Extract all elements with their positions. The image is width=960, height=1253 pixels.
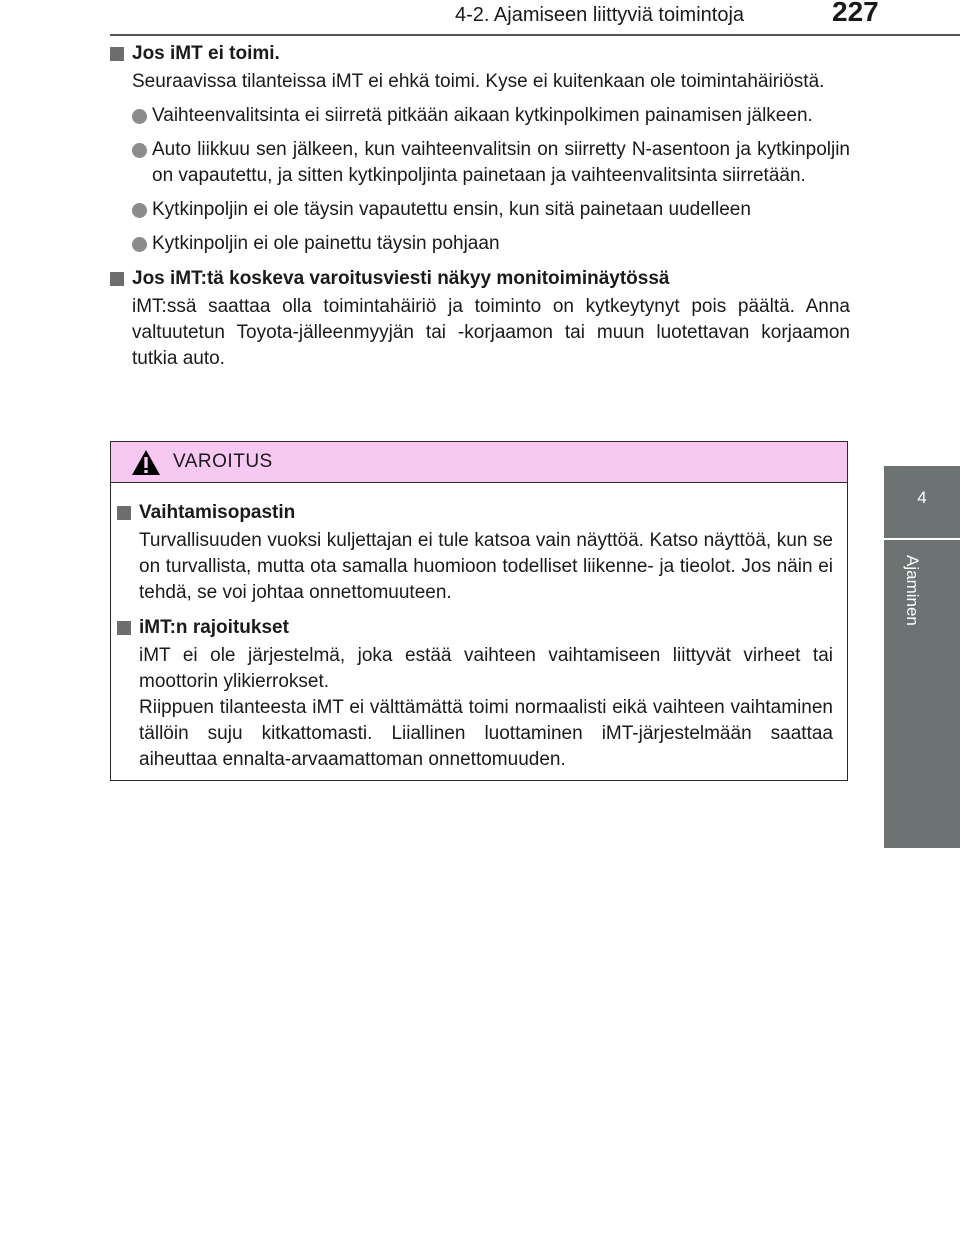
chapter-side-tab <box>884 466 960 848</box>
warning-section-heading-text: Vaihtamisopastin <box>139 502 296 523</box>
warning-title: VAROITUS <box>173 451 273 472</box>
chapter-label: Ajaminen <box>903 555 922 626</box>
list-item-text: Kytkinpoljin ei ole täysin vapautettu ensin, kun sitä painetaan uudelleen <box>152 199 751 220</box>
warning-paragraph: Riippuen tilanteesta iMT ei välttämättä toimi normaalisti eikä vaihteen vaihtaminen tällöin suju kitkattomasti. Liiallinen luottaminen iMT-järjestelmään saattaa aiheuttaa ennalta-arvaamattoman onnettomuuden. <box>139 697 833 770</box>
warning-header <box>111 442 847 483</box>
warning-section-heading <box>117 614 833 641</box>
list-item-text: Auto liikkuu sen jälkeen, kun vaihteenvalitsin on siirretty N-asentoon ja kytkinpoljin on vapautettu, ja sitten kytkinpoljinta painetaan ja vaihteenvalitsinta siirretään. <box>152 139 850 186</box>
warning-section-heading-text: iMT:n rajoitukset <box>139 617 289 638</box>
section-heading-text: Jos iMT ei toimi. <box>132 43 280 64</box>
round-bullet-icon <box>132 237 147 252</box>
square-bullet-icon <box>110 47 124 61</box>
warning-section-heading <box>117 499 833 526</box>
page-number: 227 <box>832 0 879 27</box>
warning-paragraph: iMT ei ole järjestelmä, joka estää vaihteen vaihtamiseen liittyvät virheet tai moottorin ylikierrokset. <box>139 645 833 692</box>
list-item-text: Vaihteenvalitsinta ei siirretä pitkään aikaan kytkinpolkimen painamisen jälkeen. <box>152 105 813 126</box>
chapter-number: 4 <box>917 488 927 507</box>
section-body: iMT:ssä saattaa olla toimintahäiriö ja toiminto on kytkeytynyt pois päältä. Anna valtuutetun Toyota-jälleenmyyjän tai -korjaamon tai muun luotettavan korjaamon tutkia auto. <box>132 296 850 369</box>
section-heading-warning-message <box>110 265 850 292</box>
section-heading-text: Jos iMT:tä koskeva varoitusviesti näkyy monitoiminäytössä <box>132 268 670 289</box>
list-item-text: Kytkinpoljin ei ole painettu täysin pohjaan <box>152 233 500 254</box>
round-bullet-icon <box>132 109 147 124</box>
square-bullet-icon <box>117 506 131 520</box>
round-bullet-icon <box>132 143 147 158</box>
list-item <box>132 231 850 257</box>
square-bullet-icon <box>117 621 131 635</box>
round-bullet-icon <box>132 203 147 218</box>
square-bullet-icon <box>110 272 124 286</box>
list-item <box>132 103 850 129</box>
warning-box <box>110 441 848 781</box>
header-rule <box>110 34 960 36</box>
warning-body <box>111 483 847 773</box>
side-tab-divider <box>884 538 960 540</box>
section-intro: Seuraavissa tilanteissa iMT ei ehkä toimi. Kyse ei kuitenkaan ole toimintahäiriöstä. <box>132 71 825 92</box>
page-header <box>0 0 960 36</box>
section-heading-imt-not-working <box>110 40 850 67</box>
list-item <box>132 197 850 223</box>
list-item <box>132 137 850 189</box>
header-title: 4-2. Ajamiseen liittyviä toimintoja <box>455 4 745 26</box>
warning-paragraph: Turvallisuuden vuoksi kuljettajan ei tule katsoa vain näyttöä. Katso näyttöä, kun se on turvallista, mutta ota samalla huomioon todelliset liikenne- ja tieolot. Jos näin ei tehdä, se voi johtaa onnettomuuteen. <box>139 530 833 603</box>
main-content <box>110 40 850 380</box>
warning-triangle-icon <box>131 449 161 476</box>
